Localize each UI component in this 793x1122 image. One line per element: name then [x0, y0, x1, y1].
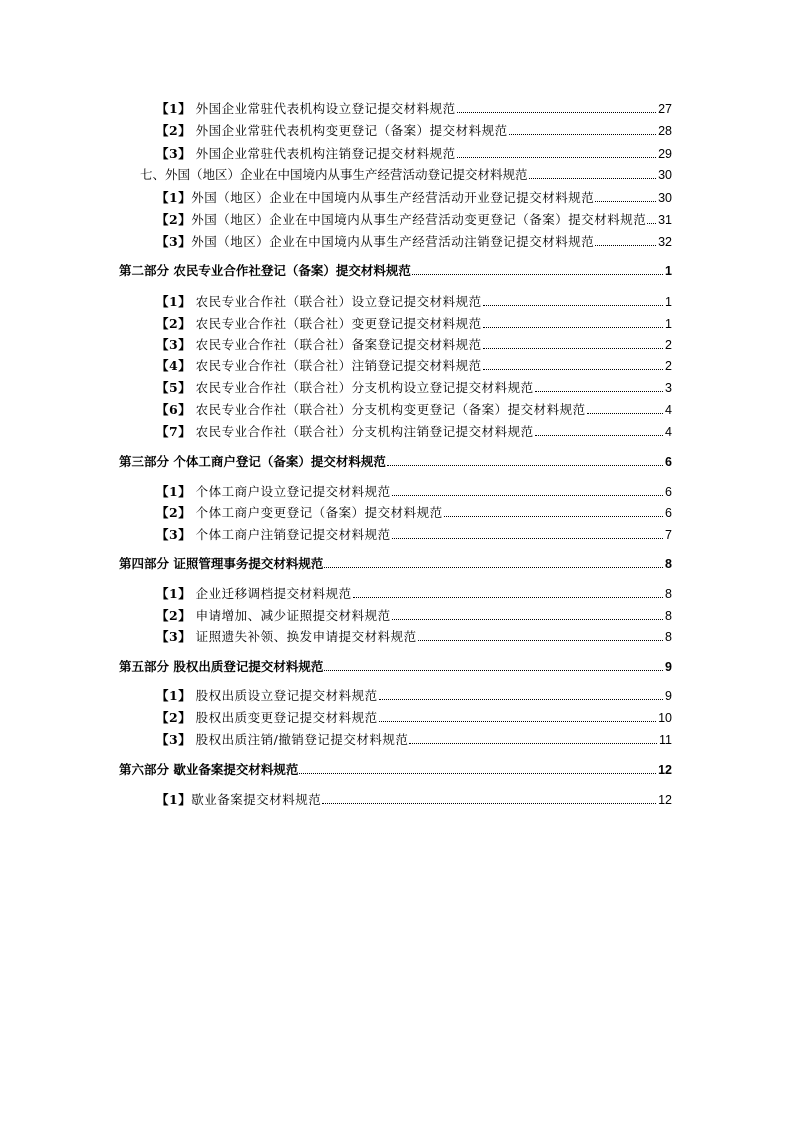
- toc-entry-text: 农民专业合作社（联合社）备案登记提交材料规范: [191, 337, 482, 352]
- toc-entry-text: 农民专业合作社（联合社）变更登记提交材料规范: [191, 316, 482, 331]
- toc-entry-title: [156, 505, 443, 521]
- dot-leader: [392, 619, 663, 620]
- toc-subentry[interactable]: [156, 186, 672, 206]
- toc-entry-number: 【3】: [156, 527, 192, 542]
- toc-page-number: 30: [658, 191, 672, 205]
- toc-subentry[interactable]: [156, 604, 672, 624]
- toc-subentry[interactable]: [156, 142, 672, 162]
- toc-entry-text: 外国（地区）企业在中国境内从事生产经营活动变更登记（备案）提交材料规范: [191, 212, 647, 227]
- dot-leader: [535, 435, 663, 436]
- dot-leader: [595, 201, 656, 202]
- toc-entry-text: 个体工商户注销登记提交材料规范: [191, 527, 391, 542]
- toc-entry-number: 【1】: [156, 586, 192, 601]
- toc-entry-title: [156, 484, 391, 500]
- toc-subentry[interactable]: [156, 119, 672, 139]
- dot-leader: [322, 803, 656, 804]
- toc-entry-text: 七、外国（地区）企业在中国境内从事生产经营活动登记提交材料规范: [140, 167, 528, 182]
- toc-entry-text: 外国企业常驻代表机构变更登记（备案）提交材料规范: [191, 123, 508, 138]
- toc-entry-text: 农民专业合作社（联合社）分支机构设立登记提交材料规范: [191, 380, 534, 395]
- toc-entry-title: [156, 212, 646, 228]
- toc-entry-number: 【1】: [156, 688, 192, 703]
- toc-part-heading[interactable]: [119, 758, 672, 778]
- toc-entry-number: 【3】: [156, 234, 192, 249]
- toc-entry-title: [156, 294, 482, 310]
- toc-entry-number: 【1】: [156, 294, 192, 309]
- dot-leader: [387, 465, 663, 466]
- toc-page-number: 9: [665, 660, 672, 674]
- toc-entry-text: 农民专业合作社（联合社）分支机构注销登记提交材料规范: [191, 424, 534, 439]
- dot-leader: [457, 112, 656, 113]
- toc-page-number: 3: [665, 381, 672, 395]
- toc-page-number: 1: [665, 317, 672, 331]
- dot-leader: [418, 640, 663, 641]
- toc-subentry[interactable]: [156, 354, 672, 374]
- toc-entry-number: 【2】: [156, 123, 192, 138]
- dot-leader: [409, 743, 657, 744]
- toc-entry-text: 农民专业合作社（联合社）设立登记提交材料规范: [191, 294, 482, 309]
- toc-page-number: 32: [658, 235, 672, 249]
- toc-entry-text: 第三部分 个体工商户登记（备案）提交材料规范: [119, 454, 386, 469]
- toc-entry-number: 【2】: [156, 608, 192, 623]
- toc-part-heading[interactable]: [119, 259, 672, 279]
- dot-leader: [392, 538, 663, 539]
- toc-subentry[interactable]: [156, 290, 672, 310]
- toc-subentry[interactable]: [156, 230, 672, 250]
- toc-entry-title: [156, 732, 408, 748]
- toc-entry-title: [156, 527, 391, 543]
- toc-entry-title: [156, 586, 352, 602]
- toc-entry-title: [119, 556, 323, 572]
- toc-subentry[interactable]: [156, 376, 672, 396]
- dot-leader: [299, 773, 656, 774]
- toc-subentry[interactable]: [156, 523, 672, 543]
- toc-entry-number: 【6】: [156, 402, 192, 417]
- toc-page-number: 1: [665, 264, 672, 278]
- toc-entry-number: 【2】: [156, 505, 192, 520]
- toc-entry-title: [156, 358, 482, 374]
- toc-entry-title: [156, 629, 417, 645]
- toc-subentry[interactable]: [156, 501, 672, 521]
- toc-page-number: 8: [665, 609, 672, 623]
- toc-entry-number: 【1】: [156, 101, 192, 116]
- toc-entry-text: 股权出质变更登记提交材料规范: [191, 710, 378, 725]
- toc-page-number: 4: [665, 403, 672, 417]
- toc-entry-title: [119, 263, 411, 279]
- toc-entry-text: 第五部分 股权出质登记提交材料规范: [119, 659, 324, 674]
- toc-entry-title: [156, 380, 534, 396]
- toc-entry-title: [156, 710, 378, 726]
- toc-entry-number: 【2】: [156, 710, 192, 725]
- toc-entry-number: 【1】: [156, 484, 192, 499]
- toc-section-heading[interactable]: [140, 163, 672, 183]
- toc-subentry[interactable]: [156, 208, 672, 228]
- dot-leader: [535, 391, 663, 392]
- toc-page-number: 8: [665, 630, 672, 644]
- toc-page-number: 10: [658, 711, 672, 725]
- toc-page-number: 6: [665, 506, 672, 520]
- toc-page-number: 27: [658, 102, 672, 116]
- toc-entry-text: 第二部分 农民专业合作社登记（备案）提交材料规范: [119, 263, 411, 278]
- toc-entry-text: 歇业备案提交材料规范: [191, 792, 322, 807]
- toc-entry-title: [156, 234, 594, 250]
- dot-leader: [444, 516, 663, 517]
- toc-entry-text: 股权出质设立登记提交材料规范: [191, 688, 378, 703]
- toc-page-number: 1: [665, 295, 672, 309]
- toc-entry-title: [156, 688, 378, 704]
- toc-entry-text: 证照遗失补领、换发申请提交材料规范: [191, 629, 417, 644]
- toc-entry-title: [140, 167, 528, 183]
- toc-subentry[interactable]: [156, 684, 672, 704]
- toc-subentry[interactable]: [156, 97, 672, 117]
- dot-leader: [483, 348, 663, 349]
- toc-entry-number: 【3】: [156, 732, 192, 747]
- toc-page-number: 2: [665, 338, 672, 352]
- toc-entry-text: 个体工商户设立登记提交材料规范: [191, 484, 391, 499]
- toc-entry-number: 【4】: [156, 358, 192, 373]
- toc-entry-number: 【5】: [156, 380, 192, 395]
- dot-leader: [483, 327, 663, 328]
- toc-entry-text: 外国企业常驻代表机构注销登记提交材料规范: [191, 146, 456, 161]
- toc-entry-title: [119, 659, 323, 675]
- toc-subentry[interactable]: [156, 706, 672, 726]
- toc-page-number: 12: [658, 763, 672, 777]
- toc-subentry[interactable]: [156, 788, 672, 808]
- dot-leader: [392, 495, 663, 496]
- toc-entry-text: 农民专业合作社（联合社）分支机构变更登记（备案）提交材料规范: [191, 402, 586, 417]
- toc-entry-title: [156, 402, 586, 418]
- toc-entry-text: 企业迁移调档提交材料规范: [191, 586, 352, 601]
- toc-subentry[interactable]: [156, 480, 672, 500]
- toc-entry-title: [156, 146, 456, 162]
- toc-entry-title: [119, 762, 298, 778]
- toc-subentry[interactable]: [156, 333, 672, 353]
- toc-entry-number: 【7】: [156, 424, 192, 439]
- toc-page-number: 30: [658, 168, 672, 182]
- toc-entry-text: 农民专业合作社（联合社）注销登记提交材料规范: [191, 358, 482, 373]
- toc-subentry[interactable]: [156, 728, 672, 748]
- toc-page-number: 11: [659, 733, 672, 747]
- dot-leader: [587, 413, 663, 414]
- dot-leader: [509, 134, 656, 135]
- toc-subentry[interactable]: [156, 398, 672, 418]
- dot-leader: [379, 721, 656, 722]
- dot-leader: [379, 699, 663, 700]
- dot-leader: [324, 670, 663, 671]
- toc-entry-text: 外国企业常驻代表机构设立登记提交材料规范: [191, 101, 456, 116]
- dot-leader: [483, 369, 663, 370]
- toc-part-heading[interactable]: [119, 450, 672, 470]
- toc-entry-title: [119, 454, 386, 470]
- toc-entry-text: 股权出质注销/撤销登记提交材料规范: [191, 732, 409, 747]
- dot-leader: [483, 305, 663, 306]
- toc-subentry[interactable]: [156, 582, 672, 602]
- toc-entry-number: 【1】: [156, 190, 192, 205]
- toc-entry-number: 【3】: [156, 629, 192, 644]
- toc-entry-title: [156, 608, 391, 624]
- toc-subentry[interactable]: [156, 625, 672, 645]
- toc-subentry[interactable]: [156, 420, 672, 440]
- toc-entry-number: 【3】: [156, 146, 192, 161]
- toc-entry-number: 【3】: [156, 337, 192, 352]
- dot-leader: [457, 157, 656, 158]
- toc-page-number: 31: [658, 213, 672, 227]
- dot-leader: [595, 245, 656, 246]
- toc-entry-title: [156, 101, 456, 117]
- dot-leader: [353, 597, 663, 598]
- toc-page-number: 28: [658, 124, 672, 138]
- toc-entry-text: 外国（地区）企业在中国境内从事生产经营活动开业登记提交材料规范: [191, 190, 595, 205]
- dot-leader: [324, 567, 663, 568]
- toc-subentry[interactable]: [156, 312, 672, 332]
- toc-page-number: 29: [658, 147, 672, 161]
- toc-page-number: 2: [665, 359, 672, 373]
- toc-entry-number: 【1】: [156, 792, 192, 807]
- toc-entry-title: [156, 123, 508, 139]
- dot-leader: [647, 223, 656, 224]
- toc-page-number: 6: [665, 485, 672, 499]
- toc-page-number: 9: [665, 689, 672, 703]
- toc-page-number: 8: [665, 587, 672, 601]
- toc-entry-text: 个体工商户变更登记（备案）提交材料规范: [191, 505, 443, 520]
- toc-page-number: 7: [665, 528, 672, 542]
- toc-page-number: 6: [665, 455, 672, 469]
- dot-leader: [412, 274, 663, 275]
- dot-leader: [529, 178, 657, 179]
- toc-entry-text: 第四部分 证照管理事务提交材料规范: [119, 556, 324, 571]
- toc-entry-number: 【2】: [156, 316, 192, 331]
- toc-part-heading[interactable]: [119, 655, 672, 675]
- toc-entry-title: [156, 424, 534, 440]
- toc-entry-text: 第六部分 歇业备案提交材料规范: [119, 762, 299, 777]
- toc-entry-number: 【2】: [156, 212, 192, 227]
- toc-entry-title: [156, 792, 321, 808]
- toc-entry-title: [156, 337, 482, 353]
- toc-entry-text: 申请增加、减少证照提交材料规范: [191, 608, 391, 623]
- toc-entry-text: 外国（地区）企业在中国境内从事生产经营活动注销登记提交材料规范: [191, 234, 595, 249]
- toc-entry-title: [156, 190, 594, 206]
- toc-entry-title: [156, 316, 482, 332]
- toc-page-number: 12: [658, 793, 672, 807]
- toc-part-heading[interactable]: [119, 552, 672, 572]
- toc-page-number: 4: [665, 425, 672, 439]
- toc-page-number: 8: [665, 557, 672, 571]
